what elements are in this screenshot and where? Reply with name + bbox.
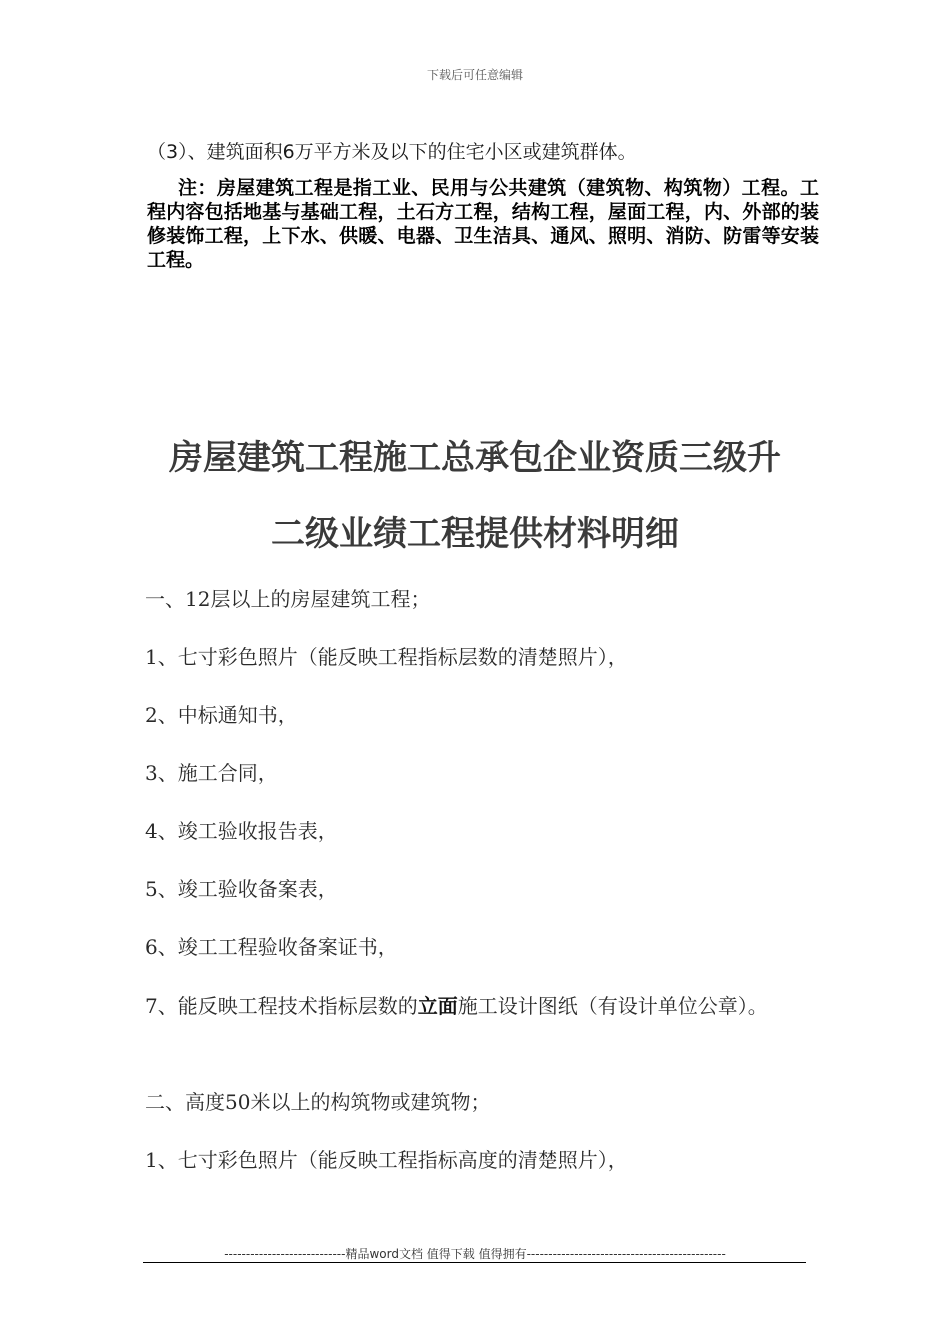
footer-text: ----------------------------精品word文档 值得下载 值得拥有----------------------------------------------	[224, 1247, 726, 1261]
list-item: 1、七寸彩色照片（能反映工程指标高度的清楚照片），	[145, 1148, 628, 1172]
note-paragraph: 注：房屋建筑工程是指工业、民用与公共建筑（建筑物、构筑物）工程。工程内容包括地基与基础工程，土石方工程，结构工程，屋面工程，内、外部的装修装饰工程，上下水、供暖、电器、卫生洁具、通风、照明、消防、防雷等安装工程。	[147, 177, 819, 271]
intro-line-3: （3）、建筑面积6万平方米及以下的住宅小区或建筑群体。	[147, 141, 637, 163]
list-item: 3、施工合同，	[145, 761, 278, 785]
page-header: 下载后可任意编辑	[426, 68, 523, 82]
list-item-text: 7、能反映工程技术指标层数的	[145, 994, 418, 1018]
list-item: 4、竣工验收报告表，	[145, 819, 338, 843]
list-item: 5、竣工验收备案表，	[145, 877, 338, 901]
document-title	[100, 420, 850, 572]
footer-rule	[143, 1262, 806, 1263]
list-item	[145, 989, 795, 1023]
section-1-heading: 一、12层以上的房屋建筑工程；	[145, 587, 431, 611]
list-item: 1、七寸彩色照片（能反映工程指标层数的清楚照片），	[145, 645, 628, 669]
title-line-2: 二级业绩工程提供材料明细	[271, 514, 679, 554]
list-item-text: 施工设计图纸（有设计单位公章）。	[457, 994, 768, 1018]
section-2-heading: 二、高度50米以上的构筑物或建筑物；	[145, 1090, 491, 1114]
list-item: 2、中标通知书，	[145, 703, 298, 727]
emphasis-text: 立面	[417, 994, 458, 1018]
list-item: 6、竣工工程验收备案证书，	[145, 935, 398, 959]
title-line-1: 房屋建筑工程施工总承包企业资质三级升	[169, 438, 781, 478]
